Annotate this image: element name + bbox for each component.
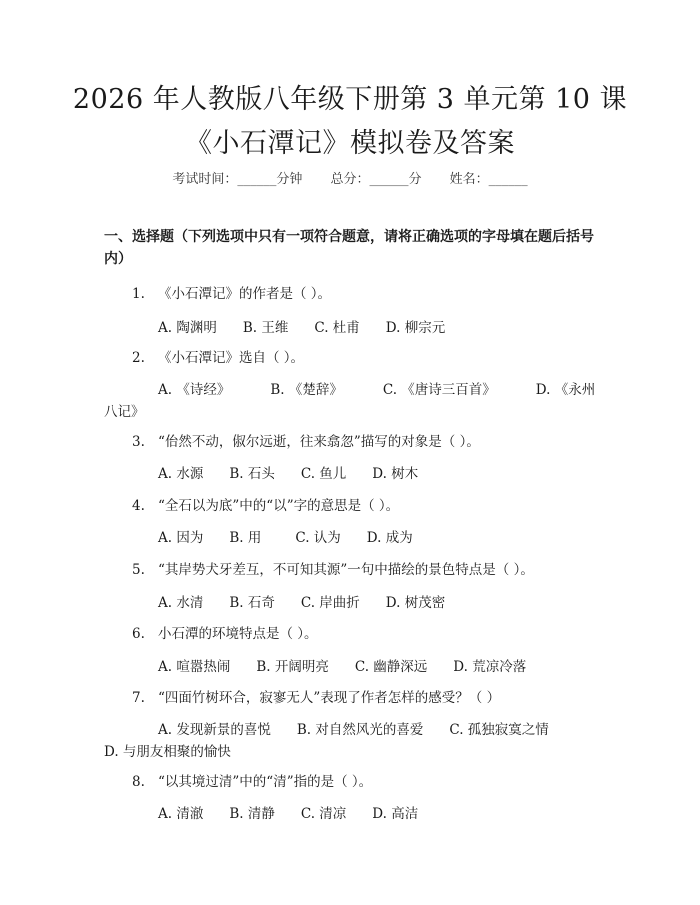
option: D. 树木 — [372, 466, 419, 482]
question-1-options — [158, 316, 471, 336]
option: A. 陶渊明 — [158, 320, 217, 336]
option: A. 发现新景的喜悦 — [158, 722, 271, 738]
question-7 — [132, 686, 500, 706]
option: C. 认为 — [295, 530, 341, 546]
option: B. 石头 — [229, 466, 275, 482]
option: B. 对自然风光的喜爱 — [296, 722, 424, 738]
option: A. 清澈 — [158, 806, 204, 822]
question-5 — [132, 558, 534, 578]
student-name: 姓名：______ — [449, 172, 528, 187]
option: B. 用 — [229, 530, 262, 546]
option: B. 开阔明亮 — [256, 659, 329, 675]
option: B. 王维 — [242, 320, 289, 336]
option: C. 孤独寂寞之情 — [449, 722, 549, 738]
question-6 — [132, 622, 318, 642]
question-number: 2. — [132, 350, 145, 366]
question-number: 8. — [132, 774, 145, 790]
option: A. 因为 — [158, 530, 204, 546]
option: C. 杜甫 — [314, 320, 360, 336]
option: C. 岸曲折 — [300, 595, 360, 611]
question-number: 1. — [132, 286, 145, 302]
option: A. 水清 — [158, 595, 204, 611]
question-number: 7. — [132, 690, 145, 706]
option: D. 柳宗元 — [385, 320, 446, 336]
option: A. 水源 — [158, 466, 204, 482]
question-4-options — [158, 526, 439, 546]
question-text: “以其境过清”中的“清”指的是（ ）。 — [158, 774, 373, 790]
question-3-options — [158, 462, 444, 482]
option: D. 《永州 — [535, 382, 596, 398]
question-8 — [132, 770, 372, 790]
option: B. 石奇 — [229, 595, 275, 611]
option: D. 树茂密 — [385, 595, 446, 611]
question-5-options — [158, 591, 471, 611]
question-text: “四面竹树环合，寂寥无人”表现了作者怎样的感受？（ ） — [158, 690, 501, 706]
question-4 — [132, 494, 399, 514]
question-number: 4. — [132, 498, 145, 514]
question-number: 3. — [132, 434, 145, 450]
option: C. 鱼儿 — [300, 466, 347, 482]
question-number: 5. — [132, 562, 145, 578]
exam-time: 考试时间：______分钟 — [172, 172, 303, 187]
question-text: “佁然不动，俶尔远逝，往来翕忽”描写的对象是（ ）。 — [158, 434, 480, 450]
option: B. 《楚辞》 — [270, 382, 343, 398]
question-text: “其岸势犬牙差互，不可知其源”一句中描绘的景色特点是（ ）。 — [158, 562, 534, 578]
title-line-2: 《小石潭记》模拟卷及答案 — [185, 128, 515, 159]
option: D. 高洁 — [372, 806, 419, 822]
question-2-options — [158, 378, 595, 398]
option: D. 成为 — [366, 530, 413, 546]
question-1 — [132, 282, 331, 302]
question-2 — [132, 346, 304, 366]
question-number: 6. — [132, 626, 145, 642]
exam-meta — [0, 168, 700, 187]
option: A. 喧嚣热闹 — [158, 659, 231, 675]
option: A. 《诗经》 — [158, 382, 231, 398]
option: C. 《唐诗三百首》 — [382, 382, 496, 398]
option: C. 幽静深远 — [354, 659, 428, 675]
option: C. 清凉 — [300, 806, 347, 822]
option: B. 清静 — [229, 806, 275, 822]
question-6-options — [158, 655, 552, 675]
question-7-options — [158, 718, 549, 738]
option: D. 荒凉冷落 — [453, 659, 527, 675]
question-text: 小石潭的环境特点是（ ）。 — [158, 626, 318, 642]
title-line-1: 2026 年人教版八年级下册第 3 单元第 10 课 — [72, 84, 628, 115]
question-text: “全石以为底”中的“以”字的意思是（ ）。 — [158, 498, 400, 514]
question-8-options — [158, 802, 444, 822]
exam-score: 总分：______分 — [330, 172, 422, 187]
exam-title — [60, 78, 640, 166]
question-text: 《小石潭记》选自（ ）。 — [158, 350, 305, 366]
question-2-option-continued: 八记》 — [104, 404, 145, 420]
question-3 — [132, 430, 480, 450]
question-text: 《小石潭记》的作者是（ ）。 — [158, 286, 332, 302]
question-7-option-continued: D. 与朋友相聚的愉快 — [104, 744, 231, 760]
section-heading: 一、选择题（下列选项中只有一项符合题意，请将正确选项的字母填在题后括号内） — [104, 229, 594, 267]
